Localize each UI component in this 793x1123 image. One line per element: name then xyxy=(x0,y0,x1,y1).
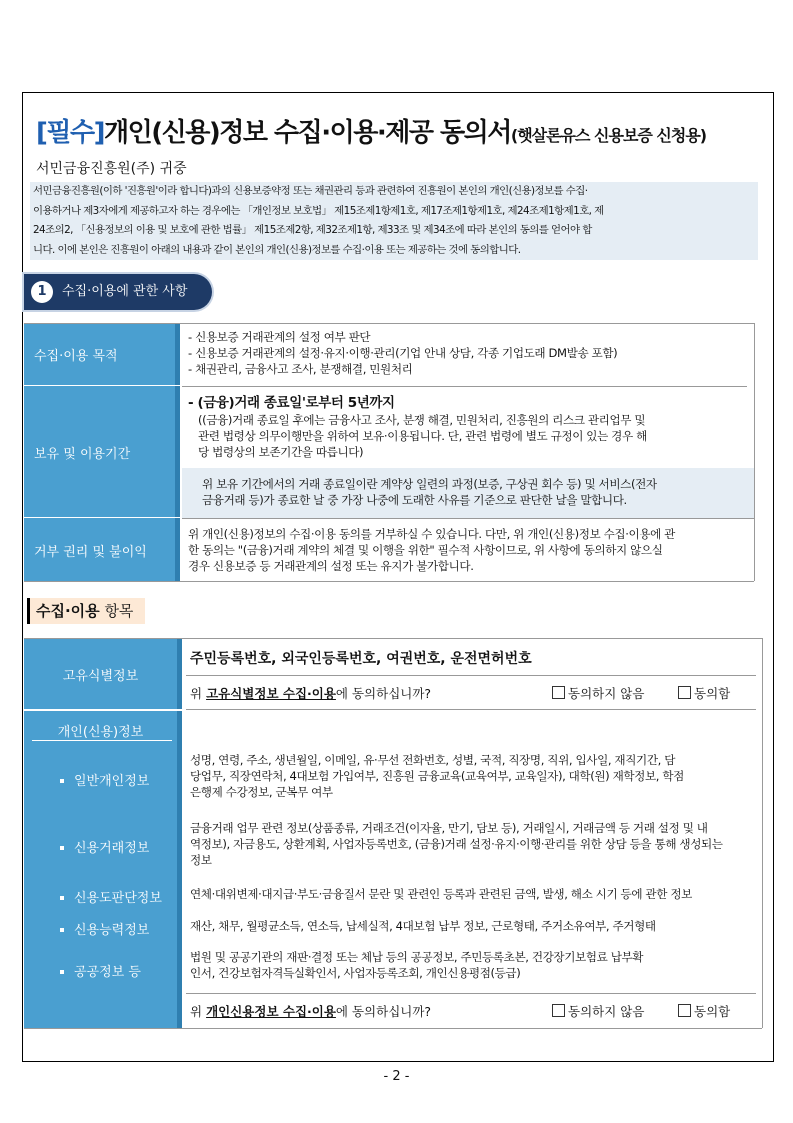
refusal-line: 위 개인(신용)정보의 수집·이용 동의를 거부하실 수 있습니다. 다만, 위 개인(신용)정보 수집·이용에 관 xyxy=(188,527,675,541)
question-text: 위 xyxy=(190,686,207,701)
title-sub: (햇살론유스 신용보증 신청용) xyxy=(510,126,707,145)
personal-label-column xyxy=(24,711,182,1028)
purpose-line: - 신용보증 거래관계의 설정 여부 판단 xyxy=(188,330,371,344)
row-label-credit-judgment xyxy=(60,887,162,906)
personal-group-label: 개인(신용)정보 xyxy=(57,725,144,740)
intro-paragraph xyxy=(30,182,758,260)
retention-note-line: 위 보유 기간에서의 거래 종료일이란 계약상 일련의 과정(보증, 구상권 회수 등) 및 서비스(전자 xyxy=(202,477,657,491)
row-content-line: 인서, 건강보험자격득실확인서, 사업자등록조회, 개인신용평점(등급) xyxy=(190,966,521,980)
checkbox[interactable] xyxy=(552,1004,565,1017)
option-label: 동의함 xyxy=(694,686,731,701)
retention-headline: - (금융)거래 종료일'로부터 5년까지 xyxy=(188,395,395,411)
row-label-text: 신용능력정보 xyxy=(74,923,150,938)
divider xyxy=(24,385,182,386)
row-content-line: 연체·대위변제·대지급·부도·금융질서 문란 및 관련인 등록과 관련된 금액, 발생, 해소 시기 등에 관한 정보 xyxy=(190,887,692,901)
section1-label-column xyxy=(24,323,180,581)
question-emphasis: 개인신용정보 수집·이용 xyxy=(206,1004,336,1019)
unique-id-items: 주민등록번호, 외국인등록번호, 여권번호, 운전면허번호 xyxy=(190,651,532,667)
divider xyxy=(24,323,754,324)
personal-disagree-option[interactable] xyxy=(552,1002,644,1020)
section1-heading xyxy=(24,274,212,310)
section2-rest: 항목 xyxy=(99,602,134,620)
row-label-public-info xyxy=(60,961,141,980)
row-content-line: 정보 xyxy=(190,853,212,867)
required-tag: [필수] xyxy=(36,118,104,148)
row-label-text: 신용도판단정보 xyxy=(74,891,162,906)
unique-id-label: 고유식별정보 xyxy=(62,669,139,684)
retention-line: 당 법령상의 보존기간을 따릅니다) xyxy=(198,445,364,459)
refusal-content xyxy=(188,526,750,574)
question-emphasis: 고유식별정보 수집·이용 xyxy=(206,686,336,701)
question-text: 위 xyxy=(190,1004,207,1019)
bullet-icon xyxy=(60,896,64,900)
row-label-text: 신용거래정보 xyxy=(74,841,150,856)
intro-line: 니다. 이에 본인은 진흥원이 아래의 내용과 같이 본인의 개인(신용)정보를 수집·이용 또는 제공하는 것에 동의합니다. xyxy=(33,243,521,256)
personal-question xyxy=(190,1002,431,1020)
refusal-label: 거부 권리 및 불이익 xyxy=(34,545,147,560)
unique-id-agree-option[interactable] xyxy=(678,684,730,702)
retention-note xyxy=(202,476,750,508)
question-text: 에 동의하십니까? xyxy=(335,1004,432,1019)
row-label-general xyxy=(60,770,149,789)
purpose-line: - 채권관리, 금융사고 조사, 분쟁해결, 민원처리 xyxy=(188,362,413,376)
refusal-line: 한 동의는 "(금융)거래 계약의 체결 및 이행을 위한" 필수적 사항이므로, 위 사항에 동의하지 않으실 xyxy=(188,543,663,557)
row-label-credit-transaction xyxy=(60,837,149,856)
retention-line: ((금융)거래 종료일 후에는 금융사고 조사, 분쟁 해결, 민원처리, 진흥원의 리스크 관리업무 및 xyxy=(198,413,646,427)
retention-content xyxy=(188,394,750,460)
divider xyxy=(186,709,756,710)
retention-label: 보유 및 이용기간 xyxy=(34,447,131,462)
question-text: 에 동의하십니까? xyxy=(335,686,432,701)
row-content-line: 재산, 채무, 월평균소득, 연소득, 납세실적, 4대보험 납부 정보, 근로형태, 주거소유여부, 주거형태 xyxy=(190,919,656,933)
public-info-content xyxy=(190,949,756,981)
bullet-icon xyxy=(60,846,64,850)
divider xyxy=(32,740,172,741)
intro-line: 24조의2, 「신용정보의 이용 및 보호에 관한 법률」 제15조제2항, 제32조제1항, 제33조 및 제34조에 따라 본인의 동의를 얻어야 합 xyxy=(33,224,592,236)
unique-id-disagree-option[interactable] xyxy=(552,684,644,702)
checkbox[interactable] xyxy=(678,1004,691,1017)
divider xyxy=(186,993,756,994)
general-info-content xyxy=(190,752,756,800)
retention-line: 관련 법령상 의무이행만을 위하여 보유·이용됩니다. 단, 관련 법령에 별도 규정이 있는 경우 해 xyxy=(198,429,647,443)
row-content-line: 법원 및 공공기관의 재판·결정 또는 체납 등의 공공정보, 주민등록초본, 건강장기보험료 납부확 xyxy=(190,950,644,964)
unique-id-question xyxy=(190,684,431,702)
checkbox[interactable] xyxy=(678,686,691,699)
personal-agree-option[interactable] xyxy=(678,1002,730,1020)
option-label: 동의함 xyxy=(694,1004,731,1019)
divider xyxy=(754,323,755,581)
bullet-icon xyxy=(60,970,64,974)
row-label-text: 공공정보 등 xyxy=(74,965,141,980)
row-label-text: 일반개인정보 xyxy=(74,774,150,789)
row-content-line: 금융거래 업무 관련 정보(상품종류, 거래조건(이자율, 만기, 담보 등), 거래일시, 거래금액 등 거래 설정 및 내 xyxy=(190,821,708,835)
purpose-line: - 신용보증 거래관계의 설정·유지·이행·관리(기업 안내 상담, 각종 기업도래 DM발송 포함) xyxy=(188,346,618,360)
row-content-line: 역정보), 자금용도, 상환계획, 사업자등록번호, (금융)거래 설정·유지·이행·관리를 위한 상담 등을 통해 생성되는 xyxy=(190,837,723,851)
retention-note-line: 금융거래 등)가 종료한 날 중 가장 나중에 도래한 사유를 기준으로 판단한 날을 말합니다. xyxy=(202,493,627,507)
bullet-icon xyxy=(60,779,64,783)
row-label-credit-ability xyxy=(60,919,149,938)
purpose-label: 수집·이용 목적 xyxy=(34,349,118,364)
section2-heading xyxy=(27,598,145,624)
document-title xyxy=(36,112,760,149)
divider xyxy=(24,517,182,518)
page-number: - 2 - xyxy=(383,1069,410,1084)
divider xyxy=(24,1028,762,1029)
row-content-line: 은행제 수강정보, 군복무 여부 xyxy=(190,785,333,799)
option-label: 동의하지 않음 xyxy=(568,1004,645,1019)
section-number-badge: 1 xyxy=(31,281,53,303)
checkbox[interactable] xyxy=(552,686,565,699)
divider xyxy=(762,638,763,1028)
section1-label: 수집·이용에 관한 사항 xyxy=(62,284,188,299)
intro-line: 서민금융진흥원(이하 '진흥원'이라 합니다)과의 신용보증약정 또는 채권관리 등과 관련하여 진흥원이 본인의 개인(신용)정보를 수집· xyxy=(33,185,588,197)
divider xyxy=(182,518,754,519)
bullet-icon xyxy=(60,928,64,932)
purpose-content xyxy=(188,329,750,377)
divider xyxy=(24,581,754,582)
addressee: 서민금융진흥원(주) 귀중 xyxy=(36,161,187,177)
section2-bold: 수집·이용 xyxy=(36,602,100,620)
unique-id-label-cell xyxy=(24,639,182,709)
refusal-line: 경우 신용보증 등 거래관계의 설정 또는 유지가 불가합니다. xyxy=(188,559,474,573)
divider xyxy=(182,386,747,387)
row-content-line: 당업무, 직장연락처, 4대보험 가입여부, 진흥원 금융교육(교육여부, 교육일자), 대학(원) 재학정보, 학점 xyxy=(190,769,684,783)
row-content-line: 성명, 연령, 주소, 생년월일, 이메일, 유·무선 전화번호, 성별, 국적, 직장명, 직위, 입사일, 재직기간, 담 xyxy=(190,753,676,767)
credit-transaction-content xyxy=(190,820,756,868)
intro-line: 이용하거나 제3자에게 제공하고자 하는 경우에는 「개인정보 보호법」 제15조제1항제1호, 제17조제1항제1호, 제24조제1항제1호, 제 xyxy=(33,204,604,217)
option-label: 동의하지 않음 xyxy=(568,686,645,701)
credit-judgment-content xyxy=(190,886,756,902)
credit-ability-content xyxy=(190,918,756,934)
divider xyxy=(186,675,756,676)
title-main: 개인(신용)정보 수집·이용·제공 동의서 xyxy=(104,118,511,148)
